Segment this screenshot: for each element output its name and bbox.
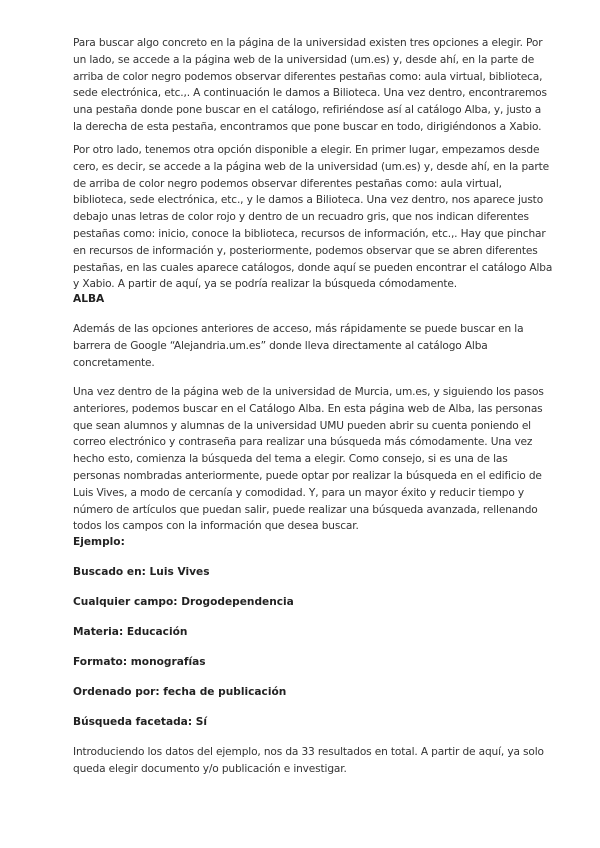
text-line: un lado, se accede a la página web de la universidad (um.es) y, desde ahí, en la parte de [73,53,535,66]
text-line: la derecha de esta pestaña, encontramos que pone buscar en todo, dirigiéndonos a Xabio. [73,120,542,133]
text-line: arriba de color negro podemos observar diferentes pestañas como: aula virtual, biblioteca, [73,70,543,83]
text-line: anteriores, podemos buscar en el Catálogo Alba. En esta página web de Alba, las personas [73,402,543,415]
text-line: sede electrónica, etc.,. A continuación le damos a Bilioteca. Una vez dentro, encontraremos [73,87,547,100]
text-line: Por otro lado, tenemos otra opción disponible a elegir. En primer lugar, empezamos desde [73,144,540,156]
section-heading: ALBA [73,293,105,305]
text-line: Además de las opciones anteriores de acceso, más rápidamente se puede buscar en la [73,323,524,335]
paragraph-alba-usage [73,384,553,535]
text-line: número de artículos que puedan salir, puede realizar una búsqueda avanzada, rellenando [73,503,538,516]
text-line: todos los campos con la información que desea buscar. [73,520,359,533]
paragraph-second-option [73,142,553,293]
text-line: queda elegir documento y/o publicación e investigar. [73,762,347,775]
example-field: Búsqueda facetada: Sí [73,716,208,728]
text-line: de arriba de color negro podemos observar diferentes pestañas como: aula virtual, [73,177,502,190]
text-line: Introduciendo los datos del ejemplo, nos da 33 resultados en total. A partir de aquí, ya solo [73,746,544,758]
text-line: cero, es decir, se accede a la página web de la universidad (um.es) y, desde ahí, en la parte [73,160,549,173]
text-line: que sean alumnos y alumnas de la universidad UMU pueden abrir su cuenta poniendo el [73,419,531,432]
example-field: Ordenado por: fecha de publicación [73,686,287,698]
example-label: Ejemplo: [73,536,125,548]
example-field: Formato: monografías [73,656,206,668]
paragraph-conclusion [73,744,553,778]
example-field: Cualquier campo: Drogodependencia [73,596,294,608]
text-line: hecho esto, comienza la búsqueda del tema a elegir. Como consejo, si es una de las [73,453,508,466]
text-line: Para buscar algo concreto en la página de la universidad existen tres opciones a elegir. Por [73,37,543,49]
text-line: correo electrónico y contraseña para realizar una búsqueda más cómodamente. Una vez [73,436,533,449]
text-line: debajo unas letras de color rojo y dentro de un recuadro gris, que nos indican diferentes [73,211,529,224]
paragraph-alba-access [73,321,553,371]
paragraph-intro [73,35,553,136]
text-line: pestañas, en las cuales aparece catálogos, donde aquí se pueden encontrar el catálogo Alba [73,261,553,274]
text-line: biblioteca, sede electrónica, etc., y le damos a Bilioteca. Una vez dentro, nos aparece justo [73,194,544,207]
text-line: personas nombradas anteriormente, puede optar por realizar la búsqueda en el edificio de [73,469,542,482]
text-line: una pestaña donde pone buscar en el catálogo, refiriéndose así al catálogo Alba, y, justo a [73,104,542,117]
text-line: pestañas como: inicio, conoce la biblioteca, recursos de información, etc.,. Hay que pinchar [73,227,546,240]
example-field: Materia: Educación [73,626,188,638]
text-line: Luis Vives, a modo de cercanía y comodidad. Y, para un mayor éxito y reducir tiempo y [73,486,524,499]
text-line: y Xabio. A partir de aquí, ya se podría realizar la búsqueda cómodamente. [73,278,457,291]
text-line: en recursos de información y, posteriormente, podemos observar que se abren diferentes [73,244,538,257]
example-field: Buscado en: Luis Vives [73,566,210,578]
text-line: barrera de Google “Alejandria.um.es” donde lleva directamente al catálogo Alba [73,339,488,352]
text-line: Una vez dentro de la página web de la universidad de Murcia, um.es, y siguiendo los pasos [73,386,544,398]
text-line: concretamente. [73,356,155,369]
